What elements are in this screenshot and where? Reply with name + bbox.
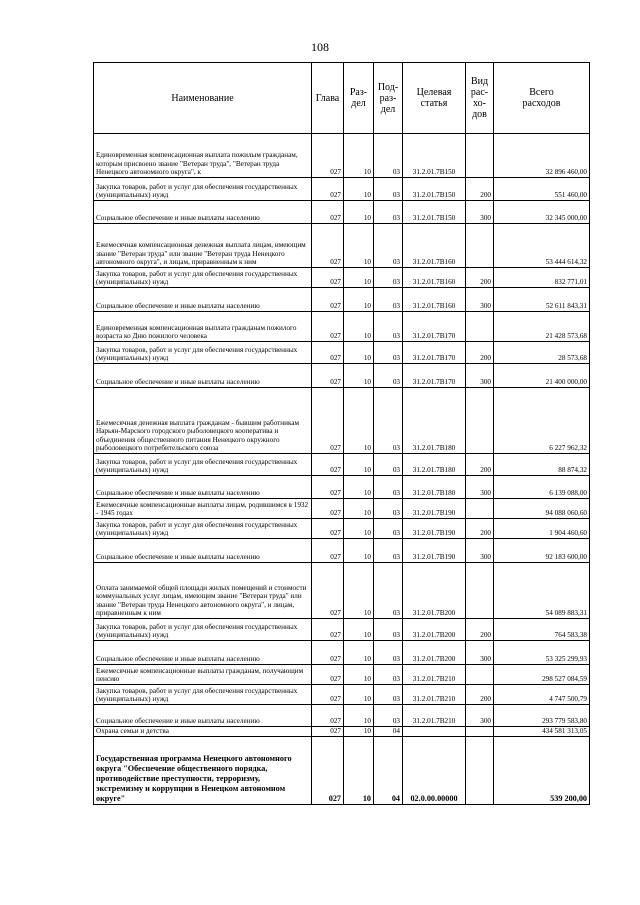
cell-vid bbox=[466, 727, 494, 737]
cell-podrazdel: 03 bbox=[374, 563, 403, 619]
cell-podrazdel: 03 bbox=[374, 476, 403, 499]
table-row bbox=[94, 619, 590, 641]
table-body bbox=[94, 134, 590, 805]
cell-vsego: 434 581 313,05 bbox=[494, 727, 590, 737]
cell-celevaya: 31.2.01.7В200 bbox=[403, 641, 466, 665]
cell-name: Ежемесячная денежная выплата гражданам - бывшим работникам Нарьян-Марского городского рыболовецкого кооператива и объединения общественного питания Ненецкого окружного рыболовецкого потребительского союза bbox=[94, 388, 312, 454]
cell-glava: 027 bbox=[312, 312, 344, 342]
cell-podrazdel: 03 bbox=[374, 134, 403, 178]
cell-celevaya bbox=[403, 727, 466, 737]
cell-vsego: 53 325 299,93 bbox=[494, 641, 590, 665]
cell-vsego: 1 904 460,60 bbox=[494, 519, 590, 539]
cell-razdel: 10 bbox=[344, 705, 374, 727]
cell-razdel: 10 bbox=[344, 737, 374, 805]
cell-name: Социальное обеспечение и иные выплаты населению bbox=[94, 641, 312, 665]
cell-podrazdel: 03 bbox=[374, 519, 403, 539]
cell-vsego: 54 089 883,31 bbox=[494, 563, 590, 619]
cell-vid: 300 bbox=[466, 705, 494, 727]
cell-glava: 027 bbox=[312, 454, 344, 476]
cell-celevaya: 31.2.01.7В170 bbox=[403, 342, 466, 364]
table-row bbox=[94, 178, 590, 201]
cell-vsego: 32 345 000,00 bbox=[494, 201, 590, 224]
cell-celevaya: 31.2.01.7В190 bbox=[403, 519, 466, 539]
cell-vid: 200 bbox=[466, 268, 494, 288]
budget-table bbox=[93, 62, 590, 805]
cell-podrazdel: 03 bbox=[374, 641, 403, 665]
header-celevaya: Целевая статья bbox=[403, 63, 466, 134]
cell-vid: 300 bbox=[466, 539, 494, 563]
cell-razdel: 10 bbox=[344, 665, 374, 685]
cell-glava: 027 bbox=[312, 388, 344, 454]
cell-vsego: 4 747 500,79 bbox=[494, 685, 590, 705]
table-row bbox=[94, 685, 590, 705]
cell-vid: 200 bbox=[466, 178, 494, 201]
cell-razdel: 10 bbox=[344, 268, 374, 288]
cell-glava: 027 bbox=[312, 619, 344, 641]
cell-celevaya: 31.2.01.7В180 bbox=[403, 476, 466, 499]
header-vsego: Всего расходов bbox=[494, 63, 590, 134]
cell-vsego: 21 428 573,68 bbox=[494, 312, 590, 342]
table-row bbox=[94, 201, 590, 224]
cell-razdel: 10 bbox=[344, 201, 374, 224]
cell-vid: 300 bbox=[466, 201, 494, 224]
cell-celevaya: 31.2.01.7В170 bbox=[403, 312, 466, 342]
table-row bbox=[94, 342, 590, 364]
cell-razdel: 10 bbox=[344, 563, 374, 619]
table-row bbox=[94, 705, 590, 727]
table-row bbox=[94, 288, 590, 312]
cell-glava: 027 bbox=[312, 539, 344, 563]
cell-razdel: 10 bbox=[344, 342, 374, 364]
cell-vsego: 92 183 600,00 bbox=[494, 539, 590, 563]
cell-celevaya: 31.2.01.7В180 bbox=[403, 454, 466, 476]
cell-glava: 027 bbox=[312, 737, 344, 805]
cell-razdel: 10 bbox=[344, 519, 374, 539]
header-name: Наименование bbox=[94, 63, 312, 134]
cell-podrazdel: 03 bbox=[374, 499, 403, 519]
cell-podrazdel: 03 bbox=[374, 685, 403, 705]
cell-glava: 027 bbox=[312, 665, 344, 685]
cell-name: Единовременная компенсационная выплата пожилым гражданам, которым присвоено звание "Ветеран труда", "Ветеран труда Ненецкого автономного округа", к bbox=[94, 134, 312, 178]
cell-name: Социальное обеспечение и иные выплаты населению bbox=[94, 201, 312, 224]
cell-razdel: 10 bbox=[344, 224, 374, 268]
cell-vsego: 88 874,32 bbox=[494, 454, 590, 476]
table-row bbox=[94, 134, 590, 178]
cell-glava: 027 bbox=[312, 705, 344, 727]
cell-razdel: 10 bbox=[344, 476, 374, 499]
cell-celevaya: 31.2.01.7В150 bbox=[403, 201, 466, 224]
cell-podrazdel: 03 bbox=[374, 268, 403, 288]
cell-podrazdel: 03 bbox=[374, 364, 403, 388]
cell-vid: 200 bbox=[466, 342, 494, 364]
table-row bbox=[94, 519, 590, 539]
cell-razdel: 10 bbox=[344, 685, 374, 705]
cell-celevaya: 31.2.01.7В200 bbox=[403, 563, 466, 619]
cell-celevaya: 31.2.01.7В210 bbox=[403, 685, 466, 705]
cell-celevaya: 31.2.01.7В160 bbox=[403, 288, 466, 312]
cell-celevaya: 31.2.01.7В160 bbox=[403, 268, 466, 288]
table-row bbox=[94, 641, 590, 665]
cell-vsego: 94 088 060,60 bbox=[494, 499, 590, 519]
cell-glava: 027 bbox=[312, 476, 344, 499]
cell-glava: 027 bbox=[312, 224, 344, 268]
cell-vid: 300 bbox=[466, 476, 494, 499]
cell-vsego: 764 583,38 bbox=[494, 619, 590, 641]
cell-vsego: 6 227 962,32 bbox=[494, 388, 590, 454]
cell-glava: 027 bbox=[312, 134, 344, 178]
cell-vid: 200 bbox=[466, 454, 494, 476]
cell-name: Социальное обеспечение и иные выплаты населению bbox=[94, 705, 312, 727]
cell-podrazdel: 03 bbox=[374, 342, 403, 364]
cell-podrazdel: 03 bbox=[374, 619, 403, 641]
table-row bbox=[94, 499, 590, 519]
table-row bbox=[94, 364, 590, 388]
cell-name: Ежемесячные компенсационные выплаты гражданам, получающим пенсию bbox=[94, 665, 312, 685]
cell-name: Государственная программа Ненецкого автономного округа "Обеспечение общественного порядка, противодействие преступности, терроризму, экстремизму и коррупции в Ненецком автономном округе" bbox=[94, 737, 312, 805]
cell-podrazdel: 03 bbox=[374, 288, 403, 312]
cell-vsego: 21 400 000,00 bbox=[494, 364, 590, 388]
table-row bbox=[94, 665, 590, 685]
cell-name: Закупка товаров, работ и услуг для обеспечения государственных (муниципальных) нужд bbox=[94, 619, 312, 641]
table-row bbox=[94, 312, 590, 342]
cell-vsego: 539 200,00 bbox=[494, 737, 590, 805]
cell-podrazdel: 03 bbox=[374, 705, 403, 727]
cell-podrazdel: 03 bbox=[374, 178, 403, 201]
cell-razdel: 10 bbox=[344, 454, 374, 476]
cell-podrazdel: 03 bbox=[374, 454, 403, 476]
cell-vsego: 52 611 843,31 bbox=[494, 288, 590, 312]
cell-vid bbox=[466, 737, 494, 805]
cell-razdel: 10 bbox=[344, 134, 374, 178]
cell-name: Закупка товаров, работ и услуг для обеспечения государственных (муниципальных) нужд bbox=[94, 268, 312, 288]
table-row bbox=[94, 737, 590, 805]
cell-celevaya: 31.2.01.7В210 bbox=[403, 705, 466, 727]
table-row bbox=[94, 539, 590, 563]
cell-vid bbox=[466, 224, 494, 268]
cell-glava: 027 bbox=[312, 641, 344, 665]
cell-vid: 200 bbox=[466, 519, 494, 539]
cell-name: Закупка товаров, работ и услуг для обеспечения государственных (муниципальных) нужд bbox=[94, 454, 312, 476]
cell-vid: 300 bbox=[466, 641, 494, 665]
cell-celevaya: 02.0.00.00000 bbox=[403, 737, 466, 805]
cell-name: Социальное обеспечение и иные выплаты населению bbox=[94, 476, 312, 499]
cell-razdel: 10 bbox=[344, 178, 374, 201]
cell-vsego: 28 573,68 bbox=[494, 342, 590, 364]
cell-glava: 027 bbox=[312, 685, 344, 705]
cell-vsego: 298 527 084,59 bbox=[494, 665, 590, 685]
table-row bbox=[94, 727, 590, 737]
cell-vid bbox=[466, 665, 494, 685]
cell-razdel: 10 bbox=[344, 539, 374, 563]
cell-razdel: 10 bbox=[344, 619, 374, 641]
page-number: 108 bbox=[311, 40, 329, 54]
cell-razdel: 10 bbox=[344, 312, 374, 342]
cell-name: Закупка товаров, работ и услуг для обеспечения государственных (муниципальных) нужд bbox=[94, 178, 312, 201]
cell-glava: 027 bbox=[312, 268, 344, 288]
cell-vsego: 832 771,01 bbox=[494, 268, 590, 288]
cell-celevaya: 31.2.01.7В180 bbox=[403, 388, 466, 454]
cell-glava: 027 bbox=[312, 288, 344, 312]
cell-name: Ежемесячная компенсационная денежная выплата лицам, имеющим звание "Ветеран труда" или звание "Ветеран труда Ненецкого автономного округа", и лицам, приравненным к ним bbox=[94, 224, 312, 268]
cell-razdel: 10 bbox=[344, 364, 374, 388]
cell-podrazdel: 03 bbox=[374, 201, 403, 224]
header-vid: Вид рас- хо- дов bbox=[466, 63, 494, 134]
header-glava: Глава bbox=[312, 63, 344, 134]
cell-vsego: 293 779 583,80 bbox=[494, 705, 590, 727]
cell-podrazdel: 04 bbox=[374, 727, 403, 737]
cell-vsego: 53 444 614,32 bbox=[494, 224, 590, 268]
cell-celevaya: 31.2.01.7В150 bbox=[403, 134, 466, 178]
cell-name: Единовременная компенсационная выплата гражданам пожилого возраста ко Дню пожилого человека bbox=[94, 312, 312, 342]
cell-name: Ежемесячные компенсационные выплаты лицам, родившимся в 1932 - 1945 годах bbox=[94, 499, 312, 519]
cell-vid bbox=[466, 388, 494, 454]
cell-name: Закупка товаров, работ и услуг для обеспечения государственных (муниципальных) нужд bbox=[94, 519, 312, 539]
cell-podrazdel: 03 bbox=[374, 224, 403, 268]
cell-razdel: 10 bbox=[344, 641, 374, 665]
cell-glava: 027 bbox=[312, 201, 344, 224]
cell-name: Социальное обеспечение и иные выплаты населению bbox=[94, 288, 312, 312]
cell-vsego: 6 139 088,00 bbox=[494, 476, 590, 499]
cell-podrazdel: 03 bbox=[374, 312, 403, 342]
cell-glava: 027 bbox=[312, 563, 344, 619]
cell-celevaya: 31.2.01.7В190 bbox=[403, 539, 466, 563]
cell-podrazdel: 04 bbox=[374, 737, 403, 805]
cell-razdel: 10 bbox=[344, 727, 374, 737]
table-row bbox=[94, 563, 590, 619]
header-podrazdel: Под- раз- дел bbox=[374, 63, 403, 134]
cell-name: Закупка товаров, работ и услуг для обеспечения государственных (муниципальных) нужд bbox=[94, 342, 312, 364]
cell-vid bbox=[466, 563, 494, 619]
header-razdel: Раз- дел bbox=[344, 63, 374, 134]
cell-name: Социальное обеспечение и иные выплаты населению bbox=[94, 364, 312, 388]
table-header-row bbox=[94, 63, 590, 134]
cell-razdel: 10 bbox=[344, 499, 374, 519]
cell-vid: 300 bbox=[466, 288, 494, 312]
cell-podrazdel: 03 bbox=[374, 539, 403, 563]
cell-celevaya: 31.2.01.7В190 bbox=[403, 499, 466, 519]
cell-glava: 027 bbox=[312, 519, 344, 539]
cell-name: Оплата занимаемой общей площади жилых помещений и стоимости коммунальных услуг лицам, имеющим звание "Ветеран труда" или звание "Ветеран труда Ненецкого автономного округа", и лицам, приравненным к ним bbox=[94, 563, 312, 619]
cell-glava: 027 bbox=[312, 499, 344, 519]
cell-vsego: 32 896 460,00 bbox=[494, 134, 590, 178]
cell-vid: 300 bbox=[466, 364, 494, 388]
cell-name: Социальное обеспечение и иные выплаты населению bbox=[94, 539, 312, 563]
cell-vid: 200 bbox=[466, 685, 494, 705]
cell-vid: 200 bbox=[466, 619, 494, 641]
cell-glava: 027 bbox=[312, 364, 344, 388]
cell-glava: 027 bbox=[312, 727, 344, 737]
cell-razdel: 10 bbox=[344, 288, 374, 312]
cell-name: Охрана семьи и детства bbox=[94, 727, 312, 737]
cell-podrazdel: 03 bbox=[374, 665, 403, 685]
cell-celevaya: 31.2.01.7В170 bbox=[403, 364, 466, 388]
cell-glava: 027 bbox=[312, 342, 344, 364]
table-row bbox=[94, 388, 590, 454]
cell-vid bbox=[466, 134, 494, 178]
cell-vsego: 551 460,00 bbox=[494, 178, 590, 201]
cell-celevaya: 31.2.01.7В200 bbox=[403, 619, 466, 641]
cell-vid bbox=[466, 312, 494, 342]
cell-podrazdel: 03 bbox=[374, 388, 403, 454]
cell-celevaya: 31.2.01.7В160 bbox=[403, 224, 466, 268]
cell-vid bbox=[466, 499, 494, 519]
cell-glava: 027 bbox=[312, 178, 344, 201]
cell-celevaya: 31.2.01.7В210 bbox=[403, 665, 466, 685]
table-row bbox=[94, 224, 590, 268]
table-row bbox=[94, 454, 590, 476]
table-row bbox=[94, 476, 590, 499]
cell-name: Закупка товаров, работ и услуг для обеспечения государственных (муниципальных) нужд bbox=[94, 685, 312, 705]
cell-razdel: 10 bbox=[344, 388, 374, 454]
cell-celevaya: 31.2.01.7В150 bbox=[403, 178, 466, 201]
table-row bbox=[94, 268, 590, 288]
